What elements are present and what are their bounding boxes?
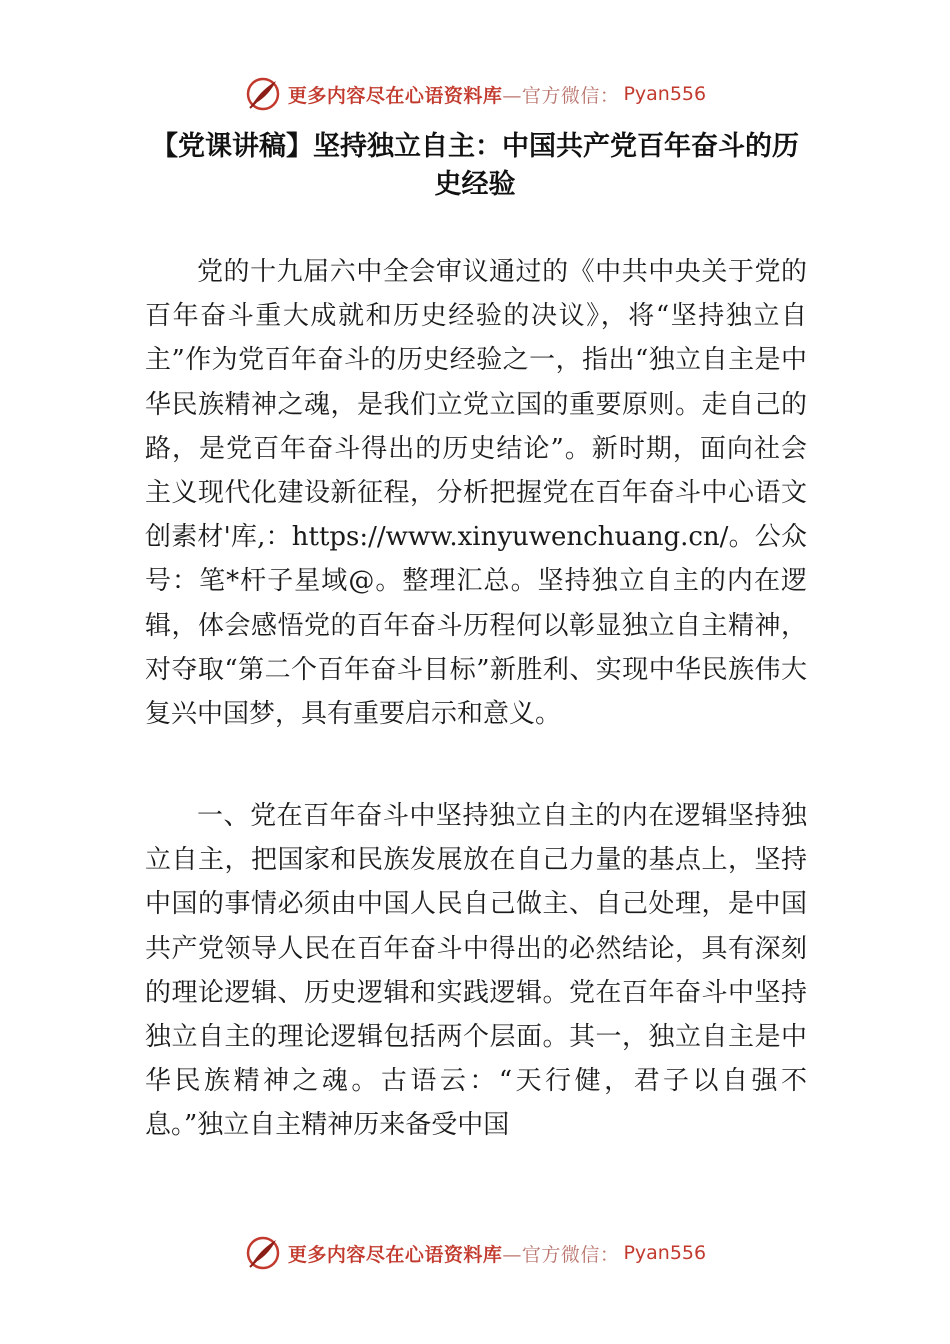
body-paragraph-2: 一、党在百年奋斗中坚持独立自主的内在逻辑坚持独立自主，把国家和民族发展放在自己力量的基点上，坚持中国的事情必须由中国人民自己做主、自己处理，是中国共产党领导人民在百年奋斗中得出的必然结论，具有深刻的理论逻辑、历史逻辑和实践逻辑。党在百年奋斗中坚持独立自主的理论逻辑包括两个层面。其一，独立自主是中华民族精神之魂。古语云：“天行健，君子以自强不息。”独立自主精神历来备受中国 [145, 801, 807, 1141]
quill-pen-logo-icon [244, 1234, 282, 1272]
document-title: 【党课讲稿】坚持独立自主：中国共产党百年奋斗的历史经验 [151, 131, 799, 200]
footer-watermark [0, 1231, 950, 1275]
body-paragraph-1: 党的十九届六中全会审议通过的《中共中央关于党的百年奋斗重大成就和历史经验的决议》，将“坚持独立自主”作为党百年奋斗的历史经验之一，指出“独立自主是中华民族精神之魂，是我们立党立国的重要原则。走自己的路，是党百年奋斗得出的历史结论”。新时期，面向社会主义现代化建设新征程，分析把握党在百年奋斗中心语文创素材'库,：https://www.xinyuwenchuang.cn/。公众号：笔*杆子星域@。整理汇总。坚持独立自主的内在逻辑，体会感悟党的百年奋斗历程何以彰显独立自主精神，对夺取“第二个百年奋斗目标”新胜利、实现中华民族伟大复兴中国梦，具有重要启示和意义。 [145, 257, 807, 730]
watermark-handle: Pyan556 [623, 1242, 707, 1264]
watermark-text: 更多内容尽在心语资料库—官方微信： [287, 1243, 620, 1266]
watermark-handle: Pyan556 [623, 83, 707, 105]
header-watermark [0, 72, 950, 116]
quill-pen-logo-icon [244, 75, 282, 113]
watermark-text: 更多内容尽在心语资料库—官方微信： [287, 84, 620, 107]
